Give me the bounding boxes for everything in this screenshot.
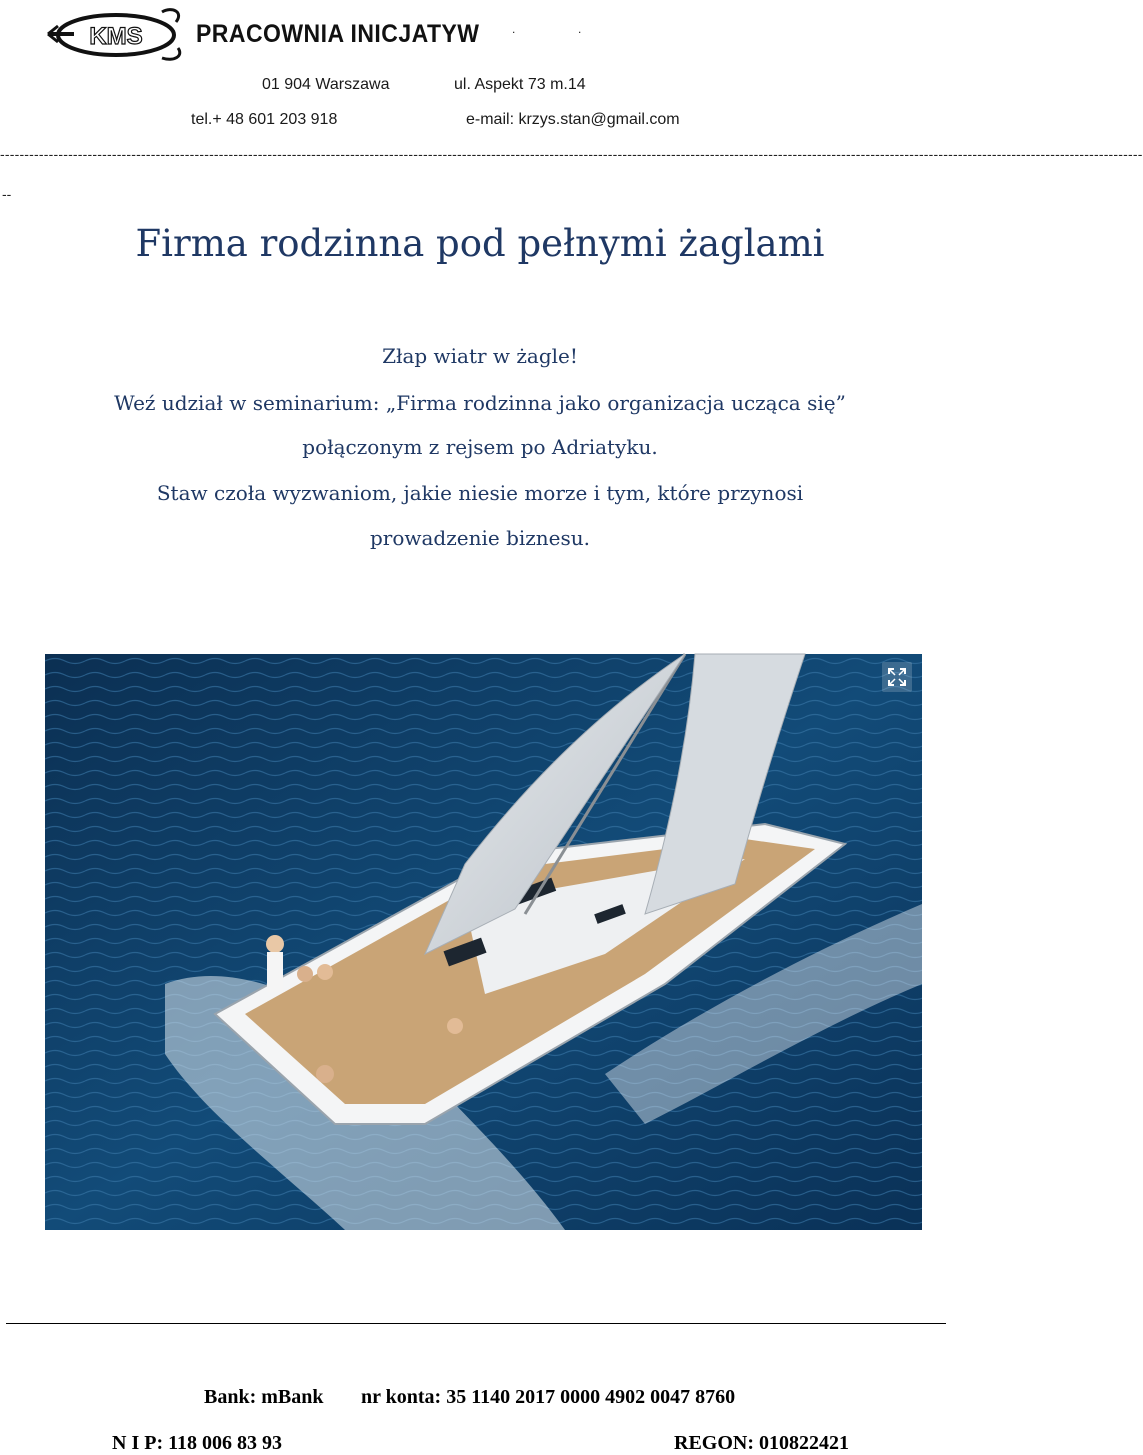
company-name: PRACOWNIA INICJATYW	[196, 20, 480, 48]
page-title: Firma rodzinna pod pełnymi żaglami	[135, 222, 825, 265]
sailboat-photo	[45, 654, 922, 1230]
intro-line: Weź udział w seminarium: „Firma rodzinna jako organizacja ucząca się”	[114, 391, 846, 415]
address-street: ul. Aspekt 73 m.14	[454, 76, 586, 93]
svg-text:KMS: KMS	[89, 23, 143, 50]
stray-dot: .	[578, 22, 582, 36]
nip-number: N I P: 118 006 83 93	[112, 1432, 282, 1454]
intro-line: prowadzenie biznesu.	[369, 526, 591, 550]
intro-line: Staw czoła wyzwaniom, jakie niesie morze i tym, które przynosi	[156, 481, 804, 505]
intro-line: połączonym z rejsem po Adriatyku.	[302, 435, 658, 459]
address-city: 01 904 Warszawa	[262, 76, 390, 93]
regon-number: REGON: 010822421	[674, 1432, 849, 1454]
intro-line: Złap wiatr w żagle!	[382, 344, 578, 368]
separator-line: -------------------------------------------------------------------------------------------------------------------------------------------------------------------------------------------------------------------------------------------	[0, 146, 1143, 162]
company-logo	[44, 4, 524, 64]
stray-dot: .	[512, 22, 516, 36]
email-address: e-mail: krzys.stan@gmail.com	[466, 111, 680, 128]
footer-rule	[6, 1323, 946, 1324]
phone-number: tel.+ 48 601 203 918	[191, 111, 338, 128]
bank-account: nr konta: 35 1140 2017 0000 4902 0047 8760	[361, 1386, 736, 1408]
kms-logo-icon	[44, 4, 194, 64]
expand-icon[interactable]	[882, 662, 912, 692]
separator-tail: --	[2, 186, 12, 202]
bank-name: Bank: mBank	[204, 1386, 324, 1408]
